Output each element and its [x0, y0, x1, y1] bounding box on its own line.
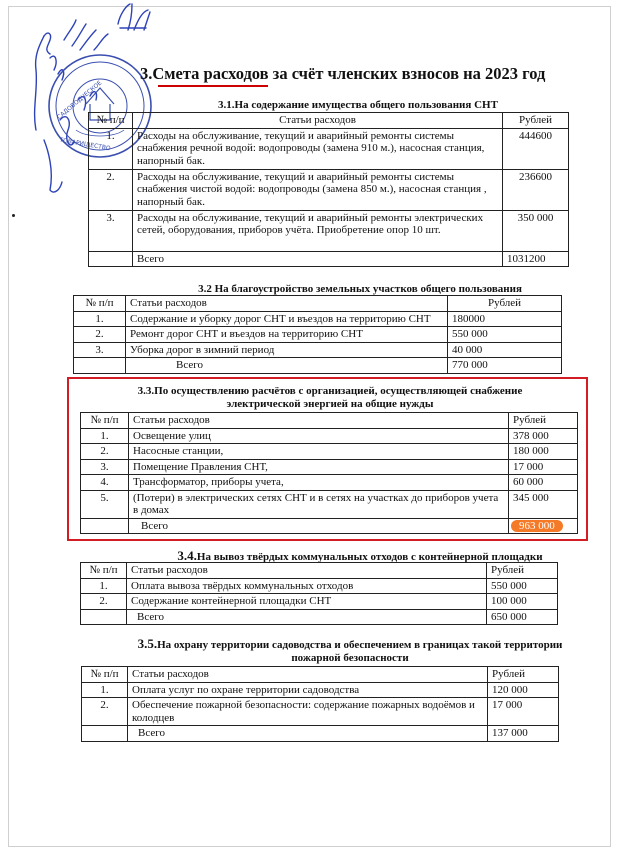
row-item: Трансформатор, приборы учета, — [129, 475, 509, 491]
total-row — [81, 609, 558, 625]
header-num: № п/п — [82, 667, 128, 683]
header-sum: Рублей — [503, 113, 569, 129]
row-item: Оплата вывоза твёрдых коммунальных отходов — [127, 578, 487, 594]
row-sum: 550 000 — [487, 578, 558, 594]
title-underline — [158, 85, 268, 87]
row-num: 4. — [81, 475, 129, 491]
table-row — [81, 444, 578, 460]
section-title: 3.4.На вывоз твёрдых коммунальных отходов с контейнерной площадки — [177, 548, 543, 563]
row-num: 3. — [81, 459, 129, 475]
page-title: 3.Смета расходов за счёт членских взносов на 2023 год — [140, 64, 546, 83]
section-title: 3.5.На охрану территории садоводства и обеспечением в границах такой территории пожарной безопасности — [137, 636, 563, 664]
row-num: 1. — [81, 428, 129, 444]
total-label: Всего — [128, 726, 488, 742]
row-sum: 345 000 — [509, 490, 578, 518]
row-num: 3. — [74, 342, 126, 358]
header-item: Статьи расходов — [127, 563, 487, 579]
row-item: Содержание и уборку дорог СНТ и въездов на территорию СНТ — [126, 311, 448, 327]
header-sum: Рублей — [448, 296, 562, 312]
highlighted-total: 963 000 — [511, 520, 563, 533]
row-sum: 550 000 — [448, 327, 562, 343]
total-sum: 1031200 — [503, 251, 569, 267]
row-num: 1. — [81, 578, 127, 594]
header-item: Статьи расходов — [129, 413, 509, 429]
row-num: 2. — [74, 327, 126, 343]
header-sum: Рублей — [488, 667, 559, 683]
table-header-row — [81, 563, 558, 579]
row-num: 1. — [74, 311, 126, 327]
section-title: 3.2 На благоустройство земельных участков общего пользования — [198, 283, 522, 295]
row-item: Насосные станции, — [129, 444, 509, 460]
row-sum: 100 000 — [487, 594, 558, 610]
total-label: Всего — [127, 609, 487, 625]
section-title: 3.3.По осуществлению расчётов с организацией, осуществляющей снабжение электрической энергией на общие нужды — [137, 385, 523, 410]
svg-text:САДОВОДЧЕСКОЕ: САДОВОДЧЕСКОЕ — [55, 79, 104, 121]
row-sum: 17 000 — [509, 459, 578, 475]
table-row — [81, 459, 578, 475]
table-row — [81, 578, 558, 594]
row-item: Ремонт дорог СНТ и въездов на территорию СНТ — [126, 327, 448, 343]
row-sum: 236600 — [503, 169, 569, 210]
row-num: 5. — [81, 490, 129, 518]
header-sum: Рублей — [487, 563, 558, 579]
row-sum: 17 000 — [488, 698, 559, 726]
row-sum: 350 000 — [503, 210, 569, 251]
svg-text:ТОВАРИЩЕСТВО: ТОВАРИЩЕСТВО — [58, 136, 112, 153]
total-sum: 137 000 — [488, 726, 559, 742]
row-num: 2. — [81, 444, 129, 460]
total-sum: 770 000 — [448, 358, 562, 374]
header-num: № п/п — [81, 563, 127, 579]
table-row — [74, 342, 562, 358]
row-item: Уборка дорог в зимний период — [126, 342, 448, 358]
row-item: Содержание контейнерной площадки СНТ — [127, 594, 487, 610]
row-num: 1. — [89, 128, 133, 169]
total-row — [82, 726, 559, 742]
total-label: Всего — [126, 358, 448, 374]
table-row — [81, 490, 578, 518]
table-header-row — [82, 667, 559, 683]
table-row — [89, 210, 569, 251]
total-label: Всего — [129, 518, 509, 534]
row-num: 3. — [89, 210, 133, 251]
expense-table-3-1 — [88, 112, 569, 267]
row-item: Расходы на обслуживание, текущий и аварийный ремонты системы снабжения чистой водой: водопроводы (замена 850 м.), насосная станция , напорный бак. — [133, 169, 503, 210]
expense-table-3-2 — [73, 295, 562, 374]
row-item: Расходы на обслуживание, текущий и аварийный ремонты системы снабжения речной водой: водопроводы (замена 910 м.), насосная станция, напорный бак. — [133, 128, 503, 169]
row-num: 2. — [81, 594, 127, 610]
table-row — [89, 128, 569, 169]
table-row — [82, 698, 559, 726]
row-sum: 378 000 — [509, 428, 578, 444]
row-num: 2. — [89, 169, 133, 210]
row-item: (Потери) в электрических сетях СНТ и в сетях на участках до приборов учета в домах — [129, 490, 509, 518]
total-row — [74, 358, 562, 374]
header-item: Статьи расходов — [126, 296, 448, 312]
table-row — [74, 327, 562, 343]
total-row — [89, 251, 569, 267]
row-item: Расходы на обслуживание, текущий и аварийный ремонты электрических сетей, оборудования, приборов учёта. Приобретение опор 10 шт. — [133, 210, 503, 251]
row-item: Обеспечение пожарной безопасности: содержание пожарных водоёмов и колодцев — [128, 698, 488, 726]
row-sum: 180000 — [448, 311, 562, 327]
table-header-row — [81, 413, 578, 429]
row-sum: 120 000 — [488, 682, 559, 698]
expense-table-3-4 — [80, 562, 558, 625]
header-sum: Рублей — [509, 413, 578, 429]
header-num: № п/п — [74, 296, 126, 312]
total-sum — [509, 518, 578, 534]
table-row — [81, 475, 578, 491]
header-num: № п/п — [81, 413, 129, 429]
total-label: Всего — [133, 251, 503, 267]
table-row — [81, 428, 578, 444]
table-row — [81, 594, 558, 610]
total-sum: 650 000 — [487, 609, 558, 625]
table-header-row — [89, 113, 569, 129]
table-row — [74, 311, 562, 327]
total-row — [81, 518, 578, 534]
row-sum: 60 000 — [509, 475, 578, 491]
section-title: 3.1.На содержание имущества общего пользования СНТ — [218, 99, 498, 111]
row-num: 1. — [82, 682, 128, 698]
row-item: Помещение Правления СНТ, — [129, 459, 509, 475]
expense-table-3-3 — [80, 412, 578, 534]
table-row — [89, 169, 569, 210]
table-row — [82, 682, 559, 698]
expense-table-3-5 — [81, 666, 559, 742]
header-item: Статьи расходов — [133, 113, 503, 129]
row-item: Оплата услуг по охране территории садоводства — [128, 682, 488, 698]
header-item: Статьи расходов — [128, 667, 488, 683]
header-num: № п/п — [89, 113, 133, 129]
row-num: 2. — [82, 698, 128, 726]
row-item: Освещение улиц — [129, 428, 509, 444]
row-sum: 444600 — [503, 128, 569, 169]
row-sum: 180 000 — [509, 444, 578, 460]
row-sum: 40 000 — [448, 342, 562, 358]
table-header-row — [74, 296, 562, 312]
ink-dot — [12, 214, 15, 217]
